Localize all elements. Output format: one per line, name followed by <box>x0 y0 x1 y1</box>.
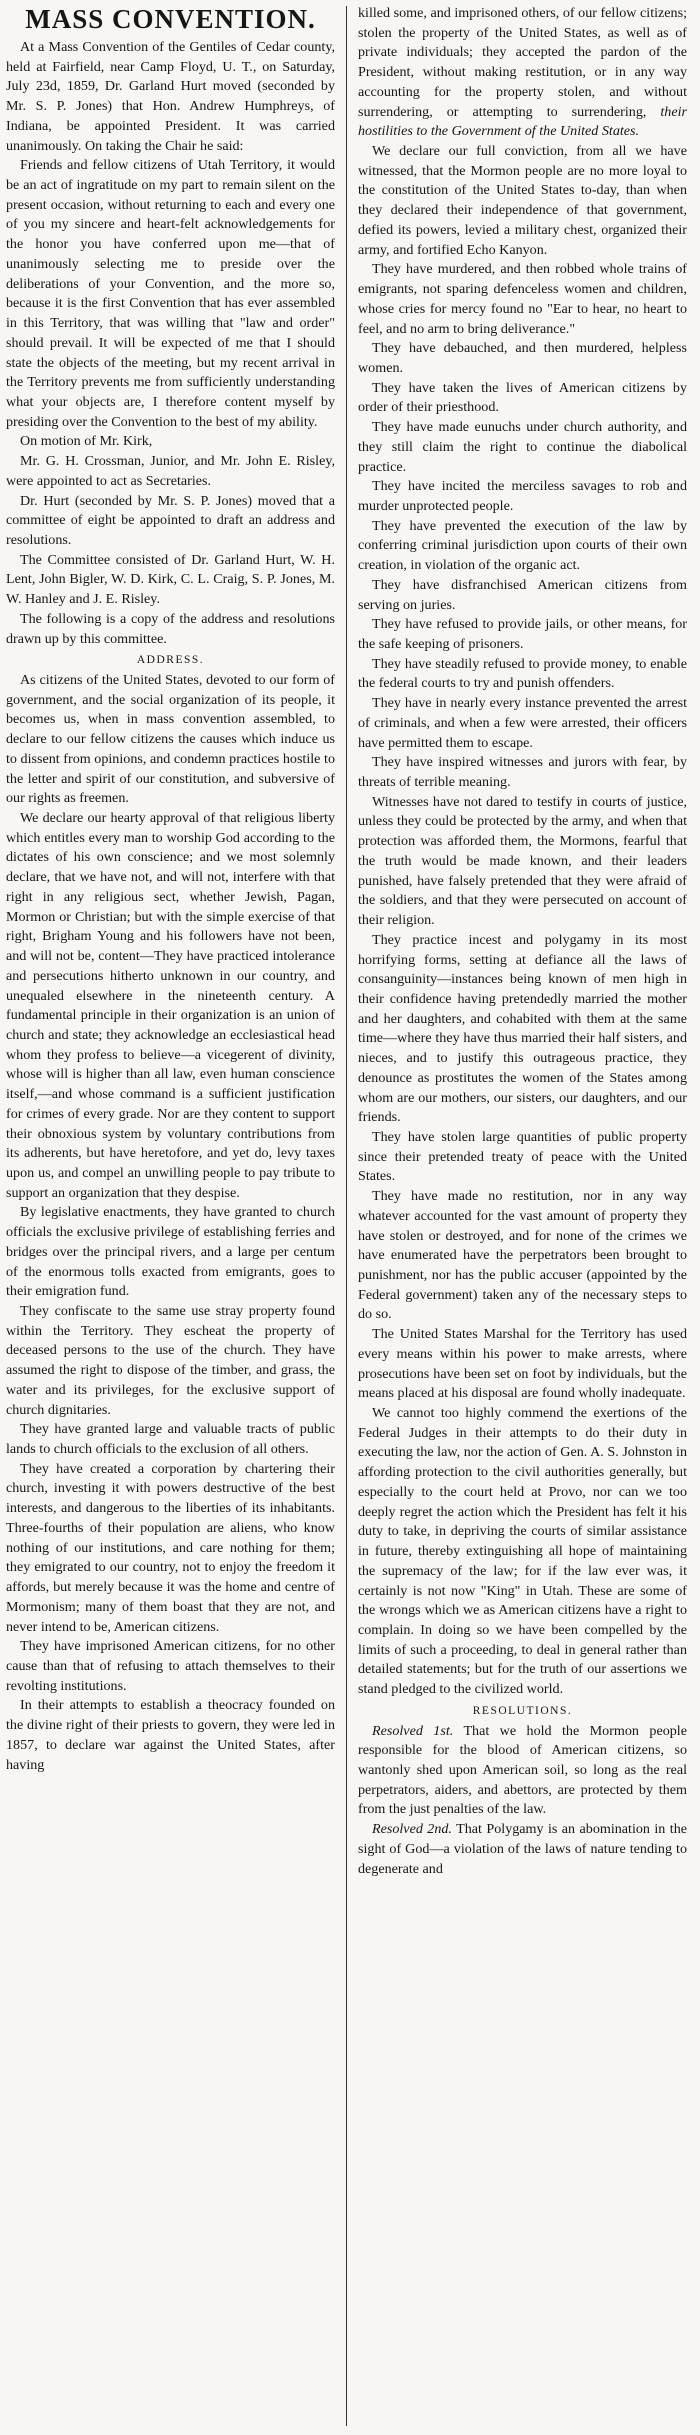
paragraph: They have steadily refused to provide money, to enable the federal courts to try and punish offenders. <box>358 655 687 692</box>
paragraph: They confiscate to the same use stray property found within the Territory. They escheat the property of deceased persons to the use of the church. They have assumed the right to dispose of the timber, and grass, the water and its privileges, for the exclusive support of church dignitaries. <box>6 1303 335 1418</box>
resolution <box>358 1722 687 1821</box>
address-heading: ADDRESS. <box>136 654 205 667</box>
paragraph: The United States Marshal for the Territory has used every means within his power to make arrests, where prosecutions have been set on foot by individuals, but the means placed at his disposal are found wholly inadequate. <box>358 1326 687 1402</box>
paragraph: They have in nearly every instance prevented the arrest of criminals, and when a few were arrested, their officers have permitted them to escape. <box>358 695 687 751</box>
paragraph: They have made eunuchs under church authority, and they still claim the right to continue the diabolical practice. <box>358 419 687 475</box>
paragraph: On motion of Mr. Kirk, <box>20 433 153 450</box>
resolution-text: That we hold the Mormon people responsible for the blood of American citizens, so wantonly shed upon American soil, so long as the real perpetrators, aiders, and abettors, are protected by them from the just penalties of the law. <box>358 1722 687 1818</box>
paragraph: Witnesses have not dared to testify in courts of justice, unless they could be protected by the army, and when that protection was afforded them, the Mormons, fearful that the truth would be made known, and their leaders punished, have falsely pretended that they were afraid of the soldiers, and that they were persecuted on account of their religion. <box>358 793 687 929</box>
article-headline: MASS CONVENTION. <box>25 4 316 34</box>
left-column <box>6 4 341 2435</box>
continuation-text: killed some, and imprisoned others, of our fellow citizens; stolen the property of the United States, as well as of private individuals; they accepted the pardon of the President, without making restitution, or in any way accounting for the property stolen, and without surrendering, or attempting to surrendering, <box>358 5 687 120</box>
paragraph: By legislative enactments, they have granted to church officials the exclusive privilege of establishing ferries and bridges over the principal rivers, and a large per centum of the enormous tolls exacted from emigrants, goes to their emigration fund. <box>6 1204 335 1300</box>
paragraph: In their attempts to establish a theocracy founded on the divine right of their priests to govern, they were led in 1857, to declare war against the United States, after having <box>6 1697 335 1773</box>
paragraph: At a Mass Convention of the Gentiles of Cedar county, held at Fairfield, near Camp Floyd, U. T., on Saturday, July 23d, 1859, Dr. Garland Hurt moved (seconded by Mr. S. P. Jones) that Hon. Andrew Humphreys, of Indiana, be appointed President. It was carried unanimously. On taking the Chair he said: <box>6 39 335 154</box>
paragraph: They have stolen large quantities of public property since their pretended treaty of peace with the United States. <box>358 1128 687 1185</box>
paragraph: They have imprisoned American citizens, for no other cause than that of refusing to attach themselves to their revolting institutions. <box>6 1638 335 1694</box>
paragraph: As citizens of the United States, devoted to our form of government, and the social organization of its people, it becomes us, when in mass convention assembled, to declare to our fellow citizens the causes which induce us to dissent from opinions, and condemn practices hostile to the letter and spirit of our constitution, and subversive of our rights as freemen. <box>6 672 335 807</box>
paragraph: Friends and fellow citizens of Utah Territory, it would be an act of ingratitude on my part to remain silent on the present occasion, without returning to each and every one of you my sincere and heart-felt acknowledgements for the honor you have conferred upon me—that of unanimously selecting me to preside over the deliberations of your Convention, and the more so, because it is the first Convention that has ever assembled in this Territory, that was willing that "law and order" should prevail. It will be expected of me that I should state the objects of the meeting, but my recent arrival in the Territory prevents me from sufficiently understanding what your objects are, I therefore content myself by presiding over the Convention to the best of my ability. <box>6 157 335 430</box>
resolution-label: Resolved 2nd. <box>372 1821 452 1838</box>
emphasis-text: their hostilities to the Government of the United States. <box>358 103 687 140</box>
paragraph: Mr. G. H. Crossman, Junior, and Mr. John E. Risley, were appointed to act as Secretaries. <box>6 453 335 489</box>
right-column <box>352 4 687 2435</box>
paragraph: The following is a copy of the address and resolutions drawn up by this committee. <box>6 610 335 647</box>
paragraph: They have murdered, and then robbed whole trains of emigrants, not sparing defenceless women and children, whose cries for mercy found no "Ear to hear, no heart to feel, and no arm to bring deliverance." <box>358 261 687 337</box>
resolution-label: Resolved 1st. <box>372 1722 454 1739</box>
paragraph: They have inspired witnesses and jurors with fear, by threats of terrible meaning. <box>358 754 687 791</box>
paragraph: They have created a corporation by chartering their church, investing it with powers destructive of the best interests, and dangerous to the liberties of its inhabitants. Three-fourths of their population are aliens, who know nothing of our institutions, and care nothing for them; they emigrated to our country, not to enjoy the freedom it affords, but merely because it was the home and centre of Mormonism; many of them boast that they are not, and never intend to be, American citizens. <box>6 1460 335 1635</box>
resolution-text: That Polygamy is an abomination in the sight of God—a violation of the laws of nature tending to degenerate and <box>358 1821 687 1877</box>
paragraph: They have taken the lives of American citizens by order of their priesthood. <box>358 379 687 416</box>
paragraph: They have disfranchised American citizens from serving on juries. <box>358 576 687 613</box>
paragraph: They have prevented the execution of the law by conferring criminal jurisdiction upon courts of their own creation, in violation of the organic act. <box>358 517 687 574</box>
paragraph: They have refused to provide jails, or other means, for the safe keeping of prisoners. <box>358 616 687 652</box>
resolution <box>358 1820 687 1879</box>
column-divider <box>346 6 347 2426</box>
paragraph: We cannot too highly commend the exertions of the Federal Judges in their attempts to do their duty in executing the law, nor the action of Gen. A. S. Johnston in affording protection to the civil authorities generally, but especially to the court held at Provo, nor can we too deeply regret the action which the President has felt it his duty to take, in depriving the courts of similar assistance in future, thereby extinguishing all hope of maintaining the supremacy of the law; for if the law ever was, it certainly is not now "King" in Utah. These are some of the wrongs which we as American citizens have a right to complain. In doing so we have been compelled by the limits of such a proceeding, to deal in general rather than detailed statements; but for the truth of our assertions we stand pledged to the civilized world. <box>358 1405 687 1698</box>
paragraph: Dr. Hurt (seconded by Mr. S. P. Jones) moved that a committee of eight be appointed to draft an address and resolutions. <box>6 492 335 548</box>
paragraph: They have made no restitution, nor in any way whatever accounted for the vast amount of property they have stolen or destroyed, and for none of the crimes we have enumerated have the perpetrators been brought to punishment, nor has the public accuser (appointed by the Federal government) taken any of the necessary steps to do so. <box>358 1188 687 1323</box>
paragraph: They have debauched, and then murdered, helpless women. <box>358 340 687 376</box>
paragraph: The Committee consisted of Dr. Garland Hurt, W. H. Lent, John Bigler, W. D. Kirk, C. L. Craig, S. P. Jones, M. W. Hanley and J. E. Risley. <box>6 551 335 608</box>
resolutions-heading: RESOLUTIONS. <box>472 1704 573 1717</box>
paragraph-continuation <box>358 4 687 142</box>
paragraph: They have incited the merciless savages to rob and murder unprotected people. <box>358 478 687 514</box>
paragraph: We declare our full conviction, from all we have witnessed, that the Mormon people are no more loyal to the constitution of the United States to-day, than when they declared their independence of that government, defied its powers, levied a military chest, organized their army, and fortified Echo Kanyon. <box>358 143 687 258</box>
paragraph: They practice incest and polygamy in its most horrifying forms, setting at defiance all the laws of consanguinity—instances being known of men high in their confidence having pretendedly married the mother and her daughters, and cohabited with them at the same time—where they have thus married their half sisters, and nieces, and to justify this outrageous practice, they denounce as prostitutes the women of the States among whom are our mothers, our sisters, our daughters, and our friends. <box>358 931 687 1126</box>
paragraph: They have granted large and valuable tracts of public lands to church officials to the exclusion of all others. <box>6 1421 335 1458</box>
paragraph: We declare our hearty approval of that religious liberty which entitles every man to worship God according to the dictates of his own conscience; and we most solemnly declare, that we have not, and will not, interfere with that right in any religious sect, whether Jewish, Pagan, Mormon or Christian; but with the simple exercise of that right, Brigham Young and his followers have not been, and will not be, content—They have practiced intolerance and persecutions hitherto unknown in our country, and unequaled elsewhere in the nineteenth century. A fundamental principle in their organization is an union of church and state; they acknowledge an ecclesiastical head whom they profess to believe—a vicegerent of divinity, whose will is higher than all law, even human conscience itself,—and whose command is a sufficient justification for crimes of every grade. Nor are they content to support their obnoxious system by voluntary contributions from its adherents, but have heretofore, and yet do, levy taxes upon us, and compel an unwilling people to pay tribute to support an organization that they despise. <box>6 810 335 1201</box>
